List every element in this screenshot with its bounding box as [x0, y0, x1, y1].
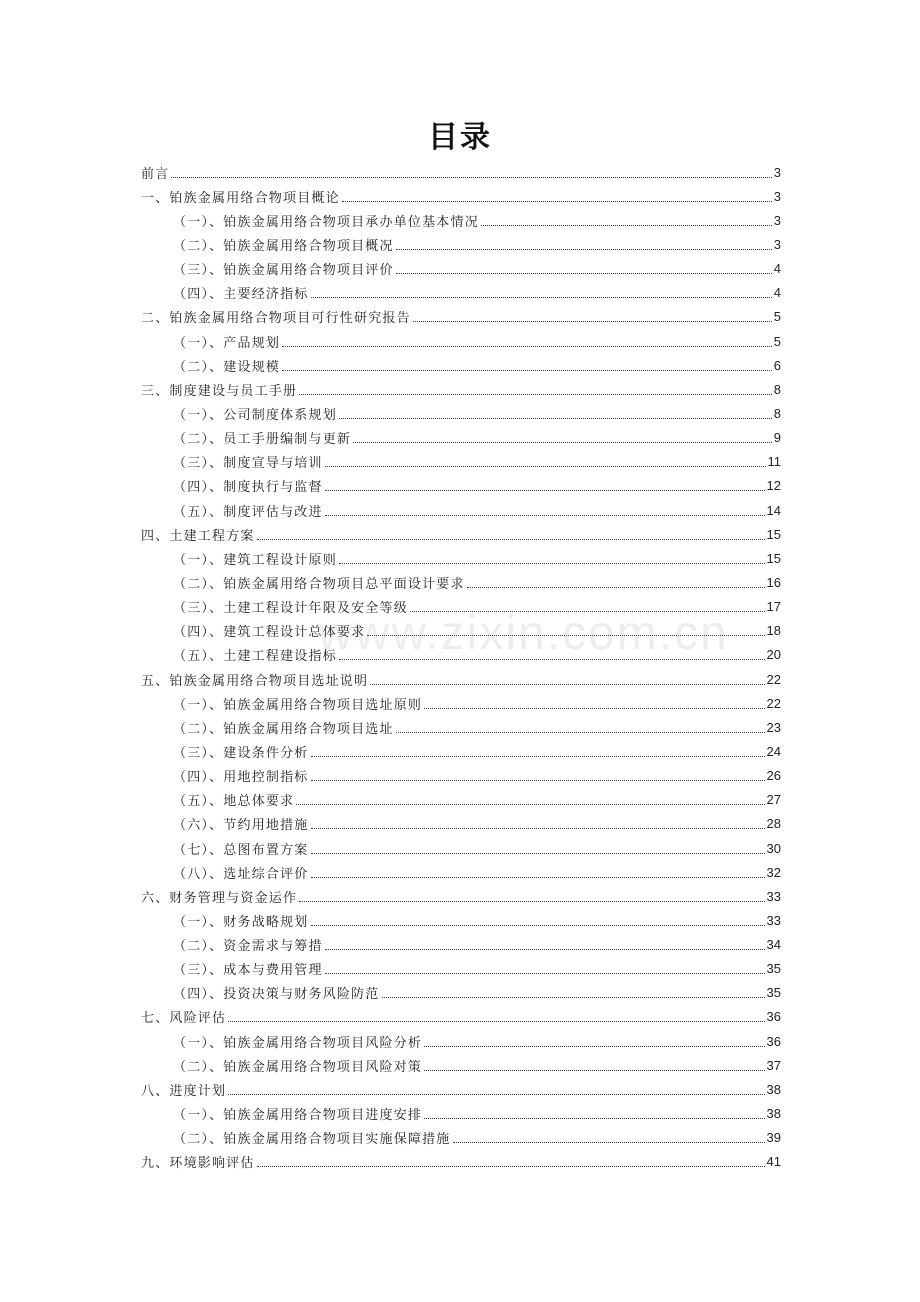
- toc-dot-leader: [311, 877, 765, 878]
- toc-entry[interactable]: [141, 739, 781, 763]
- toc-entry-title: （一）、建筑工程设计原则: [173, 552, 337, 568]
- toc-entry-title: （三）、建设条件分析: [173, 745, 309, 761]
- toc-page-number: 28: [766, 816, 781, 832]
- toc-page-number: 18: [766, 623, 781, 639]
- toc-dot-leader: [339, 563, 765, 564]
- toc-page-number: 4: [773, 261, 781, 277]
- toc-page-number: 24: [766, 743, 781, 759]
- toc-entry[interactable]: [141, 160, 781, 184]
- toc-entry[interactable]: [141, 450, 781, 474]
- toc-entry[interactable]: [141, 184, 781, 208]
- toc-entry-title: （七）、总图布置方案: [173, 842, 309, 858]
- toc-page-number: 36: [766, 1033, 781, 1049]
- toc-dot-leader: [228, 1021, 764, 1022]
- toc-dot-leader: [453, 1142, 765, 1143]
- toc-entry[interactable]: [141, 812, 781, 836]
- toc-page-number: 3: [773, 236, 781, 252]
- toc-page-number: 8: [773, 381, 781, 397]
- toc-entry-title: （六）、节约用地措施: [173, 818, 309, 834]
- toc-dot-leader: [171, 177, 771, 178]
- toc-page-number: 39: [766, 1130, 781, 1146]
- toc-entry-title: （二）、铂族金属用络合物项目风险对策: [173, 1059, 423, 1075]
- toc-entry[interactable]: [141, 570, 781, 594]
- toc-entry-title: （二）、铂族金属用络合物项目概况: [173, 238, 394, 254]
- toc-page-number: 27: [766, 792, 781, 808]
- toc-entry-title: （二）、铂族金属用络合物项目选址: [173, 721, 394, 737]
- toc-entry[interactable]: [141, 836, 781, 860]
- toc-dot-leader: [424, 1118, 764, 1119]
- toc-entry[interactable]: [141, 957, 781, 981]
- toc-entry[interactable]: [141, 401, 781, 425]
- toc-entry[interactable]: [141, 860, 781, 884]
- toc-entry-title: （一）、铂族金属用络合物项目承办单位基本情况: [173, 214, 479, 230]
- toc-page-number: 9: [773, 430, 781, 446]
- toc-entry[interactable]: [141, 667, 781, 691]
- toc-page-number: 15: [766, 526, 781, 542]
- toc-entry-title: （三）、土建工程设计年限及安全等级: [173, 601, 408, 617]
- watermark: www.zixin.com.cn: [318, 607, 729, 660]
- toc-entry[interactable]: [141, 1150, 781, 1174]
- toc-page-number: 16: [766, 574, 781, 590]
- toc-entry[interactable]: [141, 353, 781, 377]
- toc-dot-leader: [257, 1166, 765, 1167]
- toc-dot-leader: [382, 997, 765, 998]
- toc-dot-leader: [353, 442, 772, 443]
- toc-entry[interactable]: [141, 232, 781, 256]
- toc-entry-title: （四）、投资决策与财务风险防范: [173, 987, 380, 1003]
- toc-entry[interactable]: [141, 933, 781, 957]
- toc-dot-leader: [424, 1046, 764, 1047]
- toc-entry-title: （一）、公司制度体系规划: [173, 407, 337, 423]
- toc-entry[interactable]: [141, 715, 781, 739]
- toc-dot-leader: [282, 346, 772, 347]
- toc-entry[interactable]: [141, 1101, 781, 1125]
- toc-dot-leader: [396, 273, 772, 274]
- toc-entry[interactable]: [141, 498, 781, 522]
- toc-entry[interactable]: [141, 981, 781, 1005]
- toc-entry-title: （四）、制度执行与监督: [173, 480, 323, 496]
- toc-dot-leader: [299, 394, 772, 395]
- toc-page-number: 30: [766, 840, 781, 856]
- toc-entry-title: （五）、土建工程建设指标: [173, 649, 337, 665]
- toc-dot-leader: [228, 1094, 764, 1095]
- toc-page-number: 5: [773, 333, 781, 349]
- toc-entry[interactable]: [141, 1077, 781, 1101]
- toc-dot-leader: [325, 973, 765, 974]
- toc-entry[interactable]: [141, 546, 781, 570]
- toc-page-number: 5: [773, 309, 781, 325]
- toc-entry-title: （一）、铂族金属用络合物项目选址原则: [173, 697, 423, 713]
- toc-page-number: 38: [766, 1081, 781, 1097]
- toc-entry[interactable]: [141, 474, 781, 498]
- toc-page-number: 23: [766, 719, 781, 735]
- toc-dot-leader: [413, 321, 772, 322]
- toc-dot-leader: [296, 804, 764, 805]
- toc-dot-leader: [311, 756, 765, 757]
- toc-page-number: 38: [766, 1106, 781, 1122]
- toc-page-number: 35: [766, 985, 781, 1001]
- toc-entry[interactable]: [141, 305, 781, 329]
- toc-page-number: 22: [766, 695, 781, 711]
- toc-dot-leader: [396, 249, 772, 250]
- toc-entry-title: （四）、建筑工程设计总体要求: [173, 625, 366, 641]
- toc-entry[interactable]: [141, 764, 781, 788]
- toc-entry[interactable]: [141, 377, 781, 401]
- toc-page-number: 33: [766, 888, 781, 904]
- toc-entry-title: （一）、铂族金属用络合物项目风险分析: [173, 1035, 423, 1051]
- toc-entry[interactable]: [141, 1053, 781, 1077]
- toc-page-number: 35: [766, 961, 781, 977]
- toc-entry-title: （一）、铂族金属用络合物项目进度安排: [173, 1108, 423, 1124]
- toc-page-number: 41: [766, 1154, 781, 1170]
- toc-dot-leader: [282, 370, 772, 371]
- toc-page-number: 37: [766, 1057, 781, 1073]
- toc-entry-title: （二）、建设规模: [173, 359, 281, 375]
- toc-dot-leader: [424, 708, 764, 709]
- toc-entry-title: （一）、产品规划: [173, 335, 281, 351]
- toc-entry-title: 九、环境影响评估: [141, 1156, 255, 1172]
- toc-entry-title: 三、制度建设与员工手册: [141, 383, 298, 399]
- toc-dot-leader: [299, 901, 764, 902]
- toc-entry-title: （八）、选址综合评价: [173, 866, 309, 882]
- toc-page-number: 36: [766, 1009, 781, 1025]
- toc-dot-leader: [339, 418, 772, 419]
- toc-entry-title: 二、铂族金属用络合物项目可行性研究报告: [141, 311, 411, 327]
- toc-dot-leader: [342, 201, 772, 202]
- toc-dot-leader: [325, 490, 765, 491]
- toc-entry[interactable]: [141, 788, 781, 812]
- toc-page-number: 15: [766, 550, 781, 566]
- toc-page-number: 20: [766, 647, 781, 663]
- toc-entry-title: （五）、制度评估与改进: [173, 504, 323, 520]
- toc-page-number: 3: [773, 188, 781, 204]
- toc-dot-leader: [257, 539, 765, 540]
- toc-dot-leader: [311, 780, 765, 781]
- toc-dot-leader: [481, 225, 772, 226]
- toc-entry-title: （四）、主要经济指标: [173, 287, 309, 303]
- toc-page-number: 11: [767, 454, 781, 470]
- toc-dot-leader: [424, 1070, 764, 1071]
- toc-page-number: 3: [773, 164, 781, 180]
- toc-dot-leader: [311, 853, 765, 854]
- toc-entry[interactable]: [141, 1005, 781, 1029]
- toc-entry[interactable]: [141, 257, 781, 281]
- toc-entry-title: 五、铂族金属用络合物项目选址说明: [141, 673, 369, 689]
- toc-entry-title: （二）、员工手册编制与更新: [173, 432, 352, 448]
- toc-entry[interactable]: [141, 908, 781, 932]
- toc-page-number: 17: [766, 599, 781, 615]
- toc-entry-title: （三）、制度宣导与培训: [173, 456, 323, 472]
- toc-page-number: 12: [766, 478, 781, 494]
- toc-page-number: 32: [766, 864, 781, 880]
- toc-entry-title: （二）、铂族金属用络合物项目总平面设计要求: [173, 576, 465, 592]
- toc-dot-leader: [311, 297, 772, 298]
- toc-entry-title: （二）、资金需求与筹措: [173, 939, 323, 955]
- toc-page-number: 4: [773, 285, 781, 301]
- toc-entry-title: 四、土建工程方案: [141, 528, 255, 544]
- toc-dot-leader: [325, 466, 766, 467]
- toc-entry[interactable]: [141, 208, 781, 232]
- toc-dot-leader: [325, 515, 765, 516]
- toc-entry-title: （四）、用地控制指标: [173, 770, 309, 786]
- toc-entry-title: 前言: [141, 166, 170, 182]
- toc-entry[interactable]: [141, 691, 781, 715]
- toc-entry[interactable]: [141, 281, 781, 305]
- toc-entry-title: 八、进度计划: [141, 1083, 227, 1099]
- toc-dot-leader: [311, 828, 765, 829]
- page-title: 目录: [428, 120, 492, 155]
- toc-dot-leader: [467, 587, 765, 588]
- toc-entry-title: （三）、铂族金属用络合物项目评价: [173, 263, 394, 279]
- toc-entry-title: （一）、财务战略规划: [173, 914, 309, 930]
- toc-page-number: 26: [766, 768, 781, 784]
- toc-page-number: 14: [766, 502, 781, 518]
- toc-dot-leader: [325, 949, 765, 950]
- toc-page-number: 34: [766, 937, 781, 953]
- toc-page-number: 3: [773, 212, 781, 228]
- toc-entry[interactable]: [141, 426, 781, 450]
- toc-entry-title: （五）、地总体要求: [173, 794, 295, 810]
- toc-entry-title: 六、财务管理与资金运作: [141, 890, 298, 906]
- toc-entry[interactable]: [141, 884, 781, 908]
- toc-dot-leader: [396, 732, 765, 733]
- toc-entry[interactable]: [141, 1126, 781, 1150]
- toc-entry[interactable]: [141, 522, 781, 546]
- toc-page-number: 33: [766, 912, 781, 928]
- toc-page-number: 8: [773, 405, 781, 421]
- toc-entry-title: 七、风险评估: [141, 1011, 227, 1027]
- toc-page-number: 6: [773, 357, 781, 373]
- toc-entry-title: （三）、成本与费用管理: [173, 963, 323, 979]
- toc-entry[interactable]: [141, 1029, 781, 1053]
- toc-dot-leader: [311, 925, 765, 926]
- toc-page-number: 22: [766, 671, 781, 687]
- toc-entry-title: （二）、铂族金属用络合物项目实施保障措施: [173, 1132, 451, 1148]
- toc-dot-leader: [370, 684, 764, 685]
- toc-entry-title: 一、铂族金属用络合物项目概论: [141, 190, 340, 206]
- toc-entry[interactable]: [141, 329, 781, 353]
- table-of-contents: [141, 160, 781, 1174]
